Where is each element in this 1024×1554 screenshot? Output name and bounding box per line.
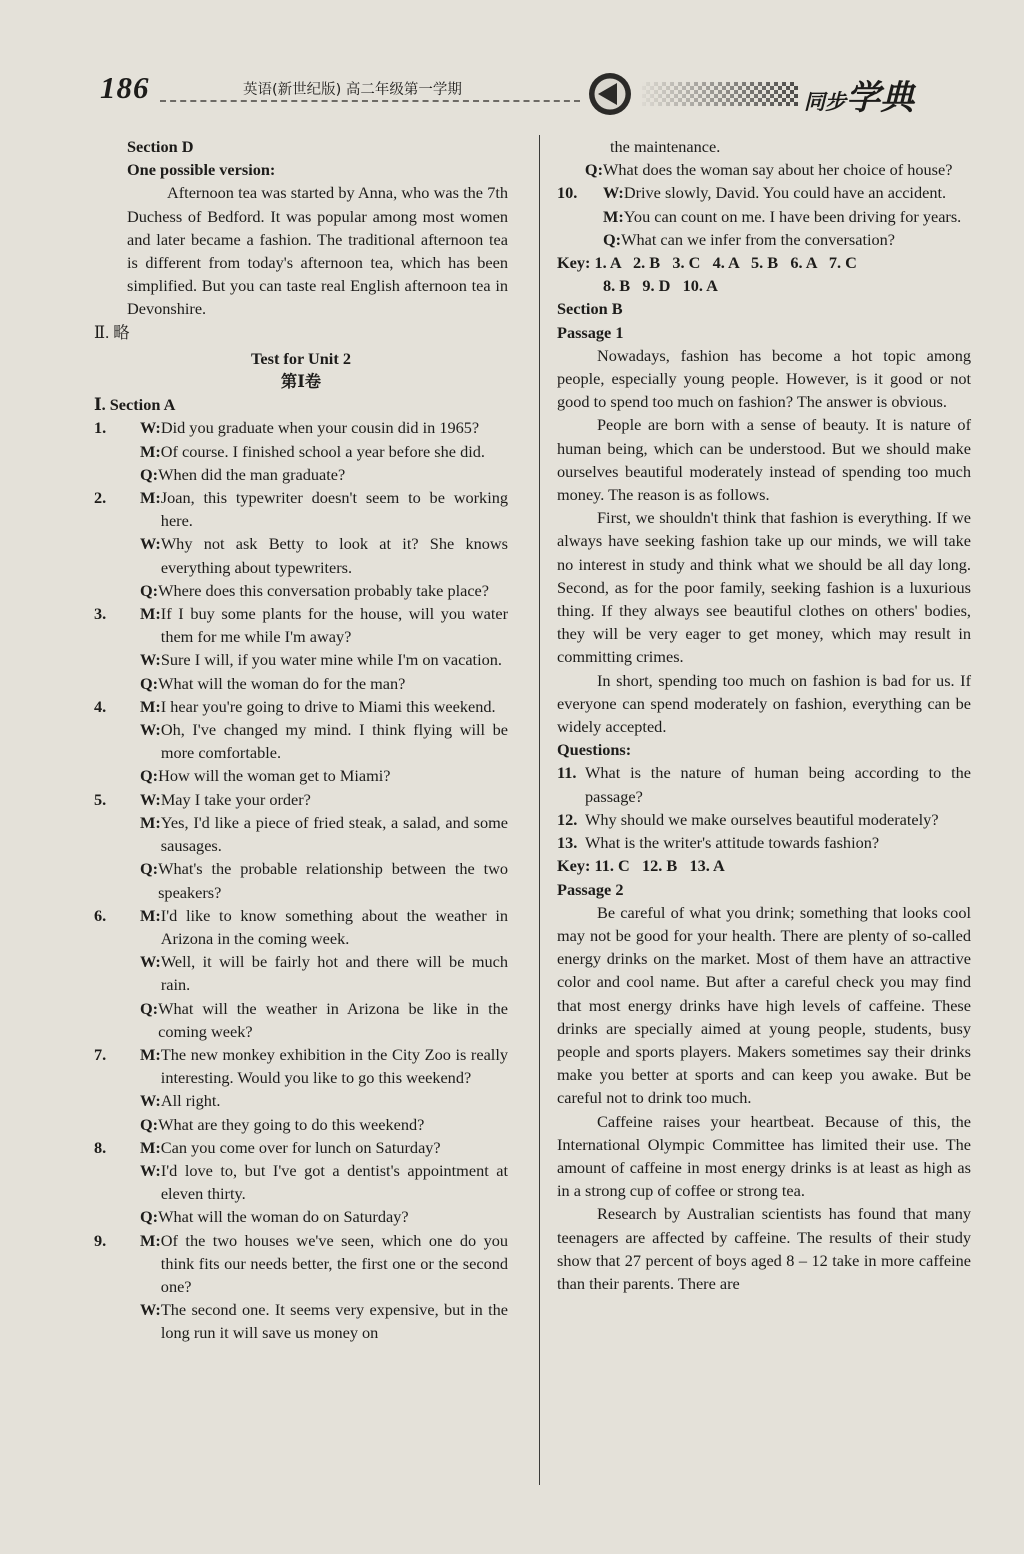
- right-column: [557, 135, 971, 1295]
- question-12: [557, 808, 971, 831]
- question-number: 13.: [557, 833, 578, 853]
- question-item-1: [94, 416, 508, 486]
- question-number: 2.: [94, 488, 107, 508]
- page-header: [0, 0, 1024, 130]
- dialogue-text: Where does this conversation probably take place?: [158, 580, 490, 600]
- book-title: 英语(新世纪版) 高二年级第一学期: [243, 82, 462, 98]
- version-paragraph: Afternoon tea was started by Anna, who was the 7th Duchess of Bedford. It was popular among most women and later became a fashion. The traditional afternoon tea is different from today's afternoon tea, which has been simplified. But you can taste real English afternoon tea in Devonshire.: [127, 183, 508, 319]
- passage-2-heading: Passage 2: [557, 879, 624, 899]
- dialogue-line: [140, 1136, 508, 1159]
- speaker-label: Q:: [584, 160, 603, 180]
- dialogue-line: [140, 463, 508, 486]
- answer-key-section-a: Key: 1. A 2. B 3. C 4. A 5. B 6. A 7. C: [557, 253, 857, 273]
- speaker-label: M:: [140, 1137, 161, 1157]
- dialogue-line: [140, 416, 508, 439]
- dialogue-line: [140, 788, 508, 811]
- passage-1-paragraph: People are born with a sense of beauty. It is nature of human being, which can be understood. But we should make ourselves beautiful moderately instead of spending too much money. The reason is as follows.: [557, 415, 971, 505]
- dialogue-line: [603, 181, 971, 204]
- speaker-label: Q:: [140, 998, 159, 1018]
- dialogue-line: [140, 904, 508, 950]
- speaker-label: M:: [140, 1230, 161, 1250]
- speaker-label: M:: [140, 1044, 161, 1064]
- passage-2-paragraph: Be careful of what you drink; something that looks cool may not be good for your health. There are plenty of so-called energy drinks on the market. Most of them have an attractive color and cool name. But after a careful check you may find that most energy drinks have high levels of caffeine. These drinks are specially aimed at young people, students, busy people and sports players. Makers sometimes say their drinks make you better at sports and can keep you awake. But be careful not to drink too much.: [557, 902, 971, 1108]
- dialogue-text: I'd like to know something about the weather in Arizona in the coming week.: [160, 905, 508, 948]
- question-13: [557, 831, 971, 854]
- dialogue-line: [140, 695, 508, 718]
- question-number: 1.: [94, 418, 107, 438]
- dialogue-text: What's the probable relationship between the two speakers?: [158, 859, 508, 902]
- speaker-label: W:: [140, 1091, 161, 1111]
- part-ii-label: Ⅱ. 略: [94, 322, 130, 342]
- answer-key-passage-1: Key: 11. C 12. B 13. A: [557, 856, 725, 876]
- speaker-label: Q:: [140, 1207, 159, 1227]
- speaker-label: M:: [140, 604, 161, 624]
- question-text: What is the writer's attitude towards fashion?: [585, 833, 880, 853]
- passage-1-heading: Passage 1: [557, 322, 624, 342]
- dialogue-line: [140, 648, 508, 671]
- dialogue-text: May I take your order?: [160, 789, 311, 809]
- dialogue-line: [140, 486, 508, 532]
- dialogue-line: [140, 532, 508, 578]
- question-number: 10.: [557, 183, 578, 203]
- column-divider: [539, 135, 540, 1485]
- question-item-2: [94, 486, 508, 602]
- dialogue-text: If I buy some plants for the house, will you water them for me while I'm away?: [160, 604, 508, 647]
- dialogue-text: When did the man graduate?: [158, 464, 346, 484]
- section-b-heading: Section B: [557, 299, 623, 319]
- dialogue-line: [140, 857, 508, 903]
- dialogue-line: [140, 1089, 508, 1112]
- speaker-label: W:: [140, 952, 161, 972]
- speaker-label: W:: [140, 650, 161, 670]
- speaker-label: Q:: [140, 673, 159, 693]
- question-item-6: [94, 904, 508, 1043]
- question-number: 11.: [557, 763, 577, 783]
- speaker-label: W:: [140, 534, 161, 554]
- dialogue-text: I hear you're going to drive to Miami this weekend.: [160, 696, 496, 716]
- dialogue-text: What will the woman do for the man?: [158, 673, 406, 693]
- question-item-10: [557, 181, 971, 251]
- dialogue-line: [140, 764, 508, 787]
- dialogue-text: What will the weather in Arizona be like in the coming week?: [158, 998, 508, 1041]
- dialogue-line: [140, 602, 508, 648]
- dialogue-line: [140, 440, 508, 463]
- speaker-label: M:: [140, 905, 161, 925]
- dialogue-text: The new monkey exhibition in the City Zoo is really interesting. Would you like to go this weekend?: [160, 1044, 508, 1088]
- dialogue-line: [603, 228, 971, 251]
- dialogue-line: [140, 1229, 508, 1299]
- question-number: 5.: [94, 789, 107, 809]
- speaker-label: Q:: [140, 766, 159, 786]
- question-item-8: [94, 1136, 508, 1229]
- speaker-label: M:: [140, 488, 161, 508]
- question-11: [557, 761, 971, 807]
- dialogue-text: Did you graduate when your cousin did in 1965?: [160, 418, 480, 438]
- dialogue-text: Oh, I've changed my mind. I think flying will be more comfortable.: [160, 720, 508, 763]
- brand-text-b: 学典: [846, 78, 914, 118]
- question-text: Why should we make ourselves beautiful moderately?: [585, 809, 939, 829]
- section-d-heading: Section D: [127, 137, 194, 156]
- dialogue-text: Can you come over for lunch on Saturday?: [160, 1137, 441, 1157]
- dialogue-line: [557, 158, 971, 181]
- question-number: 12.: [557, 809, 578, 829]
- volume-label: 第Ⅰ卷: [280, 372, 322, 392]
- dialogue-text: Of the two houses we've seen, which one do you think fits our needs better, the first one or the second one?: [160, 1230, 508, 1296]
- question-item-5: [94, 788, 508, 904]
- question-item-9: [94, 1229, 508, 1345]
- dialogue-line: [140, 1043, 508, 1089]
- continued-dialogue-text: the maintenance.: [610, 137, 721, 156]
- passage-1-paragraph: First, we shouldn't think that fashion is everything. If we always have seeking fashion take up our minds, we will take no interest in study and think what we should be all day long. Second, as for the poor family, seeking fashion is a luxurious thing. If they always see beautiful clothes on others' bodies, they will be very eager to get money, which may result in committing crimes.: [557, 508, 971, 667]
- passage-1-paragraph: In short, spending too much on fashion is bad for us. If everyone can spend moderately on fashion, everything can be widely accepted.: [557, 670, 971, 737]
- speaker-label: W:: [140, 789, 161, 809]
- dialogue-line: [140, 718, 508, 764]
- dialogue-text: I'd love to, but I've got a dentist's appointment at eleven thirty.: [160, 1160, 508, 1204]
- dialogue-text: What does the woman say about her choice of house?: [603, 160, 953, 180]
- left-column: [94, 135, 508, 1345]
- dialogue-line: [140, 1159, 508, 1205]
- question-number: 6.: [94, 905, 107, 925]
- dialogue-text: Drive slowly, David. You could have an accident.: [623, 183, 947, 203]
- passage-2-paragraph: Caffeine raises your heartbeat. Because of this, the International Olympic Committee has limited their use. The amount of caffeine in most energy drinks is at least as high as in a strong cup of coffee or strong tea.: [557, 1111, 971, 1201]
- speaker-label: W:: [140, 1300, 161, 1320]
- speaker-label: Q:: [140, 464, 159, 484]
- speaker-label: M:: [140, 812, 161, 832]
- speaker-label: W:: [140, 418, 161, 438]
- speaker-label: W:: [603, 183, 624, 203]
- question-number: 8.: [94, 1137, 107, 1157]
- dialogue-text: The second one. It seems very expensive, but in the long run it will save us money on: [160, 1300, 508, 1343]
- dialogue-text: Joan, this typewriter doesn't seem to be working here.: [160, 488, 508, 531]
- dialogue-line: [603, 205, 971, 228]
- question-item-3: [94, 602, 508, 695]
- questions-heading: Questions:: [557, 740, 632, 760]
- question-item-7: [94, 1043, 508, 1136]
- question-number: 3.: [94, 604, 107, 624]
- question-number: 9.: [94, 1230, 107, 1250]
- dialogue-text: How will the woman get to Miami?: [158, 766, 391, 786]
- back-arrow-icon: [587, 71, 633, 117]
- dialogue-text: Why not ask Betty to look at it? She knows everything about typewriters.: [160, 534, 508, 577]
- dialogue-line: [140, 579, 508, 602]
- answer-key-section-a-cont: 8. B 9. D 10. A: [603, 276, 718, 296]
- test-title: Test for Unit 2: [251, 348, 351, 368]
- dialogue-text: What are they going to do this weekend?: [158, 1114, 425, 1134]
- checker-pattern-decoration: [642, 82, 798, 106]
- page-number: 186: [100, 70, 150, 105]
- dialogue-line: [140, 997, 508, 1043]
- speaker-label: M:: [140, 696, 161, 716]
- question-text: What is the nature of human being according to the passage?: [585, 763, 971, 806]
- dialogue-text: Well, it will be fairly hot and there will be much rain.: [160, 952, 508, 995]
- dialogue-line: [140, 1205, 508, 1228]
- question-item-4: [94, 695, 508, 788]
- dialogue-line: [140, 1298, 508, 1344]
- dialogue-line: [140, 811, 508, 857]
- speaker-label: Q:: [140, 859, 159, 879]
- header-dashed-rule: [160, 100, 580, 102]
- dialogue-line: [140, 672, 508, 695]
- brand-text-a: 同步: [804, 90, 846, 114]
- brand-logo: [804, 70, 914, 119]
- dialogue-text: All right.: [160, 1091, 221, 1111]
- speaker-label: Q:: [140, 580, 159, 600]
- dialogue-line: [140, 1113, 508, 1136]
- speaker-label: W:: [140, 720, 161, 740]
- question-number: 4.: [94, 696, 107, 716]
- speaker-label: Q:: [140, 1114, 159, 1134]
- dialogue-text: What will the woman do on Saturday?: [158, 1207, 409, 1227]
- dialogue-text: Of course. I finished school a year before she did.: [160, 441, 485, 461]
- passage-1-paragraph: Nowadays, fashion has become a hot topic among people, especially young people. However, is it good or not good to spend too much on fashion? The answer is obvious.: [557, 345, 971, 412]
- speaker-label: W:: [140, 1160, 161, 1180]
- section-a-heading: Ⅰ. Section A: [94, 395, 176, 415]
- dialogue-line: [140, 950, 508, 996]
- version-label: One possible version:: [127, 160, 276, 180]
- dialogue-text: Yes, I'd like a piece of fried steak, a salad, and some sausages.: [160, 812, 508, 856]
- dialogue-text: What can we infer from the conversation?: [621, 229, 896, 249]
- dialogue-text: You can count on me. I have been driving for years.: [623, 206, 962, 226]
- speaker-label: M:: [140, 441, 161, 461]
- passage-2-paragraph: Research by Australian scientists has found that many teenagers are affected by caffeine. The results of their study show that 27 percent of boys aged 8 – 12 take in more caffeine than their parents. There are: [557, 1204, 971, 1293]
- dialogue-text: Sure I will, if you water mine while I'm on vacation.: [160, 650, 502, 670]
- question-number: 7.: [94, 1044, 107, 1064]
- speaker-label: Q:: [603, 229, 622, 249]
- speaker-label: M:: [603, 206, 624, 226]
